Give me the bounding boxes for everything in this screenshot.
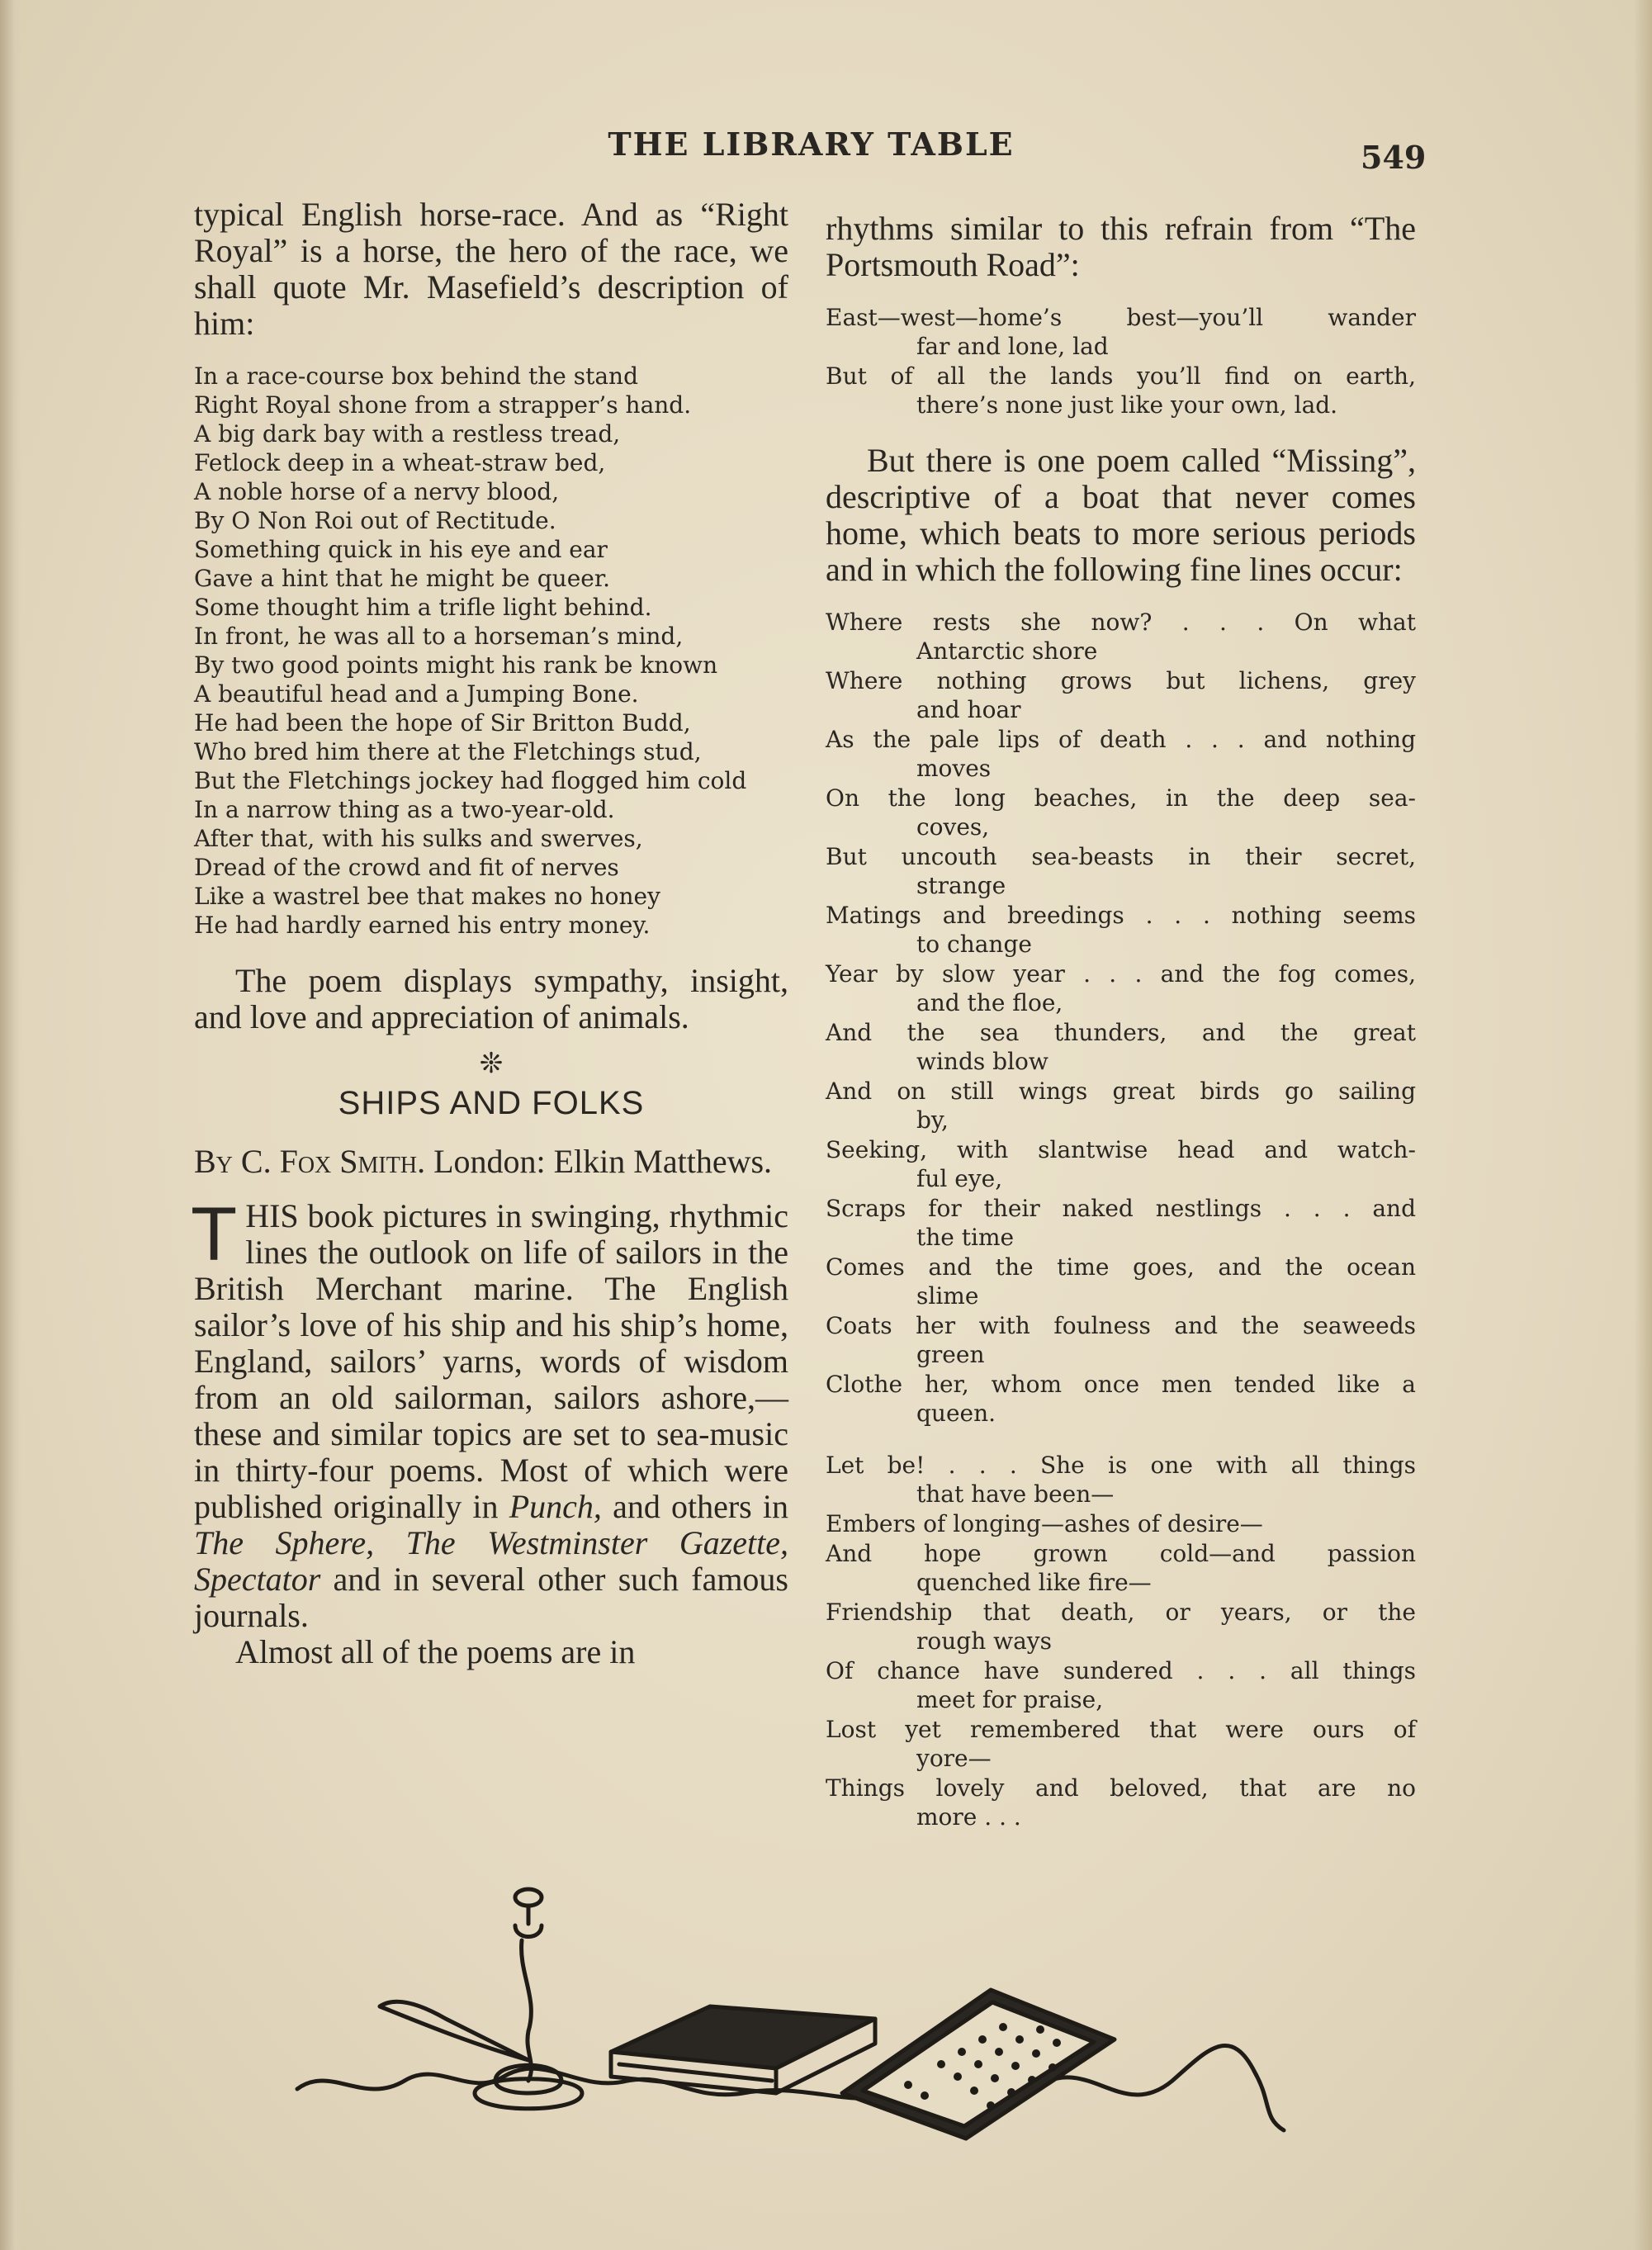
section-title: SHIPS AND FOLKS	[338, 1085, 645, 1121]
verse-entry	[826, 303, 1416, 361]
verse-entry	[826, 842, 1416, 900]
verse-line-continuation: by,	[916, 1106, 949, 1134]
verse-line-continuation: yore—	[916, 1745, 992, 1772]
byline-by: By	[194, 1143, 233, 1180]
verse-line-continuation: there’s none just like your own, lad.	[916, 391, 1338, 419]
missing-intro-paragraph: But there is one poem called “Missing”, descriptive of a boat that never comes home, which beats to more serious periods and in which the following fine lines occur:	[826, 442, 1416, 588]
verse-entry	[826, 901, 1416, 959]
punch-title: Punch,	[509, 1488, 602, 1525]
verse-line: Coats her with foulness and the seaweeds	[826, 1312, 1416, 1339]
verse-line-continuation: queen.	[916, 1400, 996, 1427]
verse-line: In front, he was all to a horseman’s mind,	[194, 623, 684, 650]
book-icon	[611, 2006, 875, 2093]
byline-author: C. Fox Smith.	[240, 1143, 426, 1180]
verse-line: Embers of longing—ashes of desire—	[826, 1510, 1263, 1537]
verse-line: Matings and breedings . . . nothing seems	[826, 902, 1416, 929]
verse-line: Dread of the crowd and fit of nerves	[194, 854, 619, 881]
verse-line-continuation: that have been—	[916, 1480, 1115, 1508]
drop-cap: T	[191, 1192, 238, 1277]
verse-entry	[826, 1656, 1416, 1714]
verse-line: After that, with his sulks and swerves,	[194, 825, 643, 852]
review-paragraph-2: Almost all of the poems are in	[235, 1633, 636, 1670]
missing-stanza-1	[826, 608, 1416, 1428]
verse-line-continuation: and the floe,	[916, 989, 1063, 1016]
tailpiece-illustration	[281, 1874, 1313, 2147]
verse-line-continuation: slime	[916, 1282, 979, 1310]
verse-entry	[826, 1370, 1416, 1428]
review-text-mid: and others in	[613, 1488, 789, 1525]
verse-line: And hope grown cold—and passion	[826, 1540, 1416, 1567]
verse-line: Of chance have sundered . . . all things	[826, 1657, 1416, 1684]
verse-line-continuation: rough ways	[916, 1627, 1052, 1655]
verse-line: Where nothing grows but lichens, grey	[826, 667, 1416, 694]
verse-line: Seeking, with slantwise head and watch-	[826, 1136, 1416, 1163]
verse-line: Year by slow year . . . and the fog comes,	[826, 960, 1416, 988]
page-edge-right	[1634, 0, 1652, 2250]
verse-entry	[826, 1135, 1416, 1193]
quill-icon	[380, 2001, 528, 2060]
verse-line-continuation: winds blow	[916, 1048, 1048, 1075]
verse-line-continuation: far and lone, lad	[916, 333, 1109, 360]
verse-line: Fetlock deep in a wheat-straw bed,	[194, 449, 606, 476]
verse-line: In a race-course box behind the stand	[194, 362, 639, 390]
verse-line: Friendship that death, or years, or the	[826, 1599, 1416, 1626]
verse-line: He had been the hope of Sir Britton Budd,	[194, 709, 691, 737]
byline-publisher: London: Elkin Matthews.	[433, 1143, 773, 1180]
verse-entry	[826, 1598, 1416, 1656]
verse-entry	[826, 362, 1416, 419]
verse-line: Something quick in his eye and ear	[194, 536, 608, 563]
verse-entry	[826, 784, 1416, 841]
verse-entry	[826, 666, 1416, 724]
verse-line: He had hardly earned his entry money.	[194, 912, 651, 939]
verse-line: Let be! . . . She is one with all things	[826, 1452, 1416, 1479]
verse-line: Lost yet remembered that were ours of	[826, 1716, 1416, 1743]
verse-entry	[826, 1774, 1416, 1831]
verse-entry	[826, 1253, 1416, 1310]
verse-line: On the long beaches, in the deep sea-	[826, 784, 1416, 812]
verse-line: Gave a hint that he might be queer.	[194, 565, 611, 592]
verse-entry	[826, 1018, 1416, 1076]
verse-line-continuation: quenched like fire—	[916, 1569, 1152, 1596]
verse-line-continuation: moves	[916, 755, 992, 782]
page-edge-left	[0, 0, 21, 2250]
verse-line: But of all the lands you’ll find on earth,	[826, 362, 1416, 390]
verse-entry	[826, 1509, 1416, 1538]
page-number: 549	[1361, 139, 1427, 176]
verse-line-continuation: and hoar	[916, 696, 1021, 723]
verse-entry	[826, 1311, 1416, 1369]
verse-line: In a narrow thing as a two-year-old.	[194, 796, 615, 823]
verse-line: And the sea thunders, and the great	[826, 1019, 1416, 1046]
verse-line: Clothe her, whom once men tended like a	[826, 1371, 1416, 1398]
verse-entry	[826, 725, 1416, 783]
verse-line: Like a wastrel bee that makes no honey	[194, 883, 660, 910]
verse-line: A noble horse of a nervy blood,	[194, 478, 560, 505]
portsmouth-road-refrain	[826, 303, 1416, 419]
verse-entry	[826, 1715, 1416, 1773]
verse-line-continuation: meet for praise,	[916, 1686, 1104, 1713]
verse-entry	[826, 959, 1416, 1017]
verse-line-continuation: ful eye,	[916, 1165, 1003, 1192]
verse-line-continuation: coves,	[916, 813, 990, 841]
verse-line-continuation: strange	[916, 872, 1006, 899]
verse-line: Comes and the time goes, and the ocean	[826, 1253, 1416, 1281]
missing-stanza-2	[826, 1451, 1416, 1831]
byline	[194, 1144, 788, 1180]
verse-line: East—west—home’s best—you’ll wander	[826, 304, 1416, 331]
verse-line: But the Fletchings jockey had flogged him cold	[194, 767, 747, 794]
review-text-start: HIS book pictures in swinging, rhythmic lines the outlook on life of sailors in the British Merchant marine. The English sailor’s love of his ship and his ship’s home, England, sailors’ yarns, words of wisdom from an old sailorman, sailors ashore,—these and similar topics are set to sea-music in thirty-four poems. Most of which were published originally in	[194, 1197, 788, 1525]
verse-entry	[826, 1539, 1416, 1597]
right-column	[826, 211, 1416, 1854]
left-intro-paragraph: typical English horse-race. And as “Right Royal” is a horse, the hero of the race, we shall quote Mr. Masefield’s description of him:	[194, 196, 788, 342]
verse-entry	[826, 608, 1416, 666]
right-intro-paragraph: rhythms similar to this refrain from “The Portsmouth Road”:	[826, 210, 1416, 283]
verse-entry	[826, 1194, 1416, 1252]
verse-line: But uncouth sea-beasts in their secret,	[826, 843, 1416, 870]
verse-line: Things lovely and beloved, that are no	[826, 1774, 1416, 1802]
verse-line: Some thought him a trifle light behind.	[194, 594, 652, 621]
verse-line-continuation: the time	[916, 1224, 1015, 1251]
left-column	[191, 196, 789, 1670]
verse-line: By two good points might his rank be known	[194, 651, 718, 679]
verse-line: A beautiful head and a Jumping Bone.	[194, 680, 639, 708]
right-royal-verse	[194, 362, 788, 940]
verse-line: Who bred him there at the Fletchings stud,	[194, 738, 702, 765]
verse-line-continuation: to change	[916, 931, 1032, 958]
after-verse-paragraph: The poem displays sympathy, insight, and love and appreciation of animals.	[194, 962, 788, 1035]
review-paragraph	[191, 1192, 789, 1634]
verse-line-continuation: green	[916, 1341, 985, 1368]
asterism-ornament: ❊	[479, 1047, 504, 1080]
verse-line: As the pale lips of death . . . and nothing	[826, 726, 1416, 753]
verse-line-continuation: Antarctic shore	[916, 637, 1098, 665]
verse-entry	[826, 1077, 1416, 1134]
verse-line-continuation: more . . .	[916, 1803, 1021, 1831]
verse-line: Where rests she now? . . . On what	[826, 609, 1416, 636]
review-text-end: and in several other such famous journals.	[194, 1561, 789, 1634]
verse-line: A big dark bay with a restless tread,	[194, 420, 621, 448]
verse-line: By O Non Roi out of Rectitude.	[194, 507, 556, 534]
journal-titles: The Sphere, The Westminster Gazette, Spectator	[194, 1524, 788, 1598]
verse-entry	[826, 1451, 1416, 1509]
verse-line: Scraps for their naked nestlings . . . and	[826, 1195, 1416, 1222]
verse-line: Right Royal shone from a strapper’s hand.	[194, 391, 692, 419]
verse-line: And on still wings great birds go sailing	[826, 1078, 1416, 1105]
running-title: THE LIBRARY TABLE	[608, 126, 1015, 163]
